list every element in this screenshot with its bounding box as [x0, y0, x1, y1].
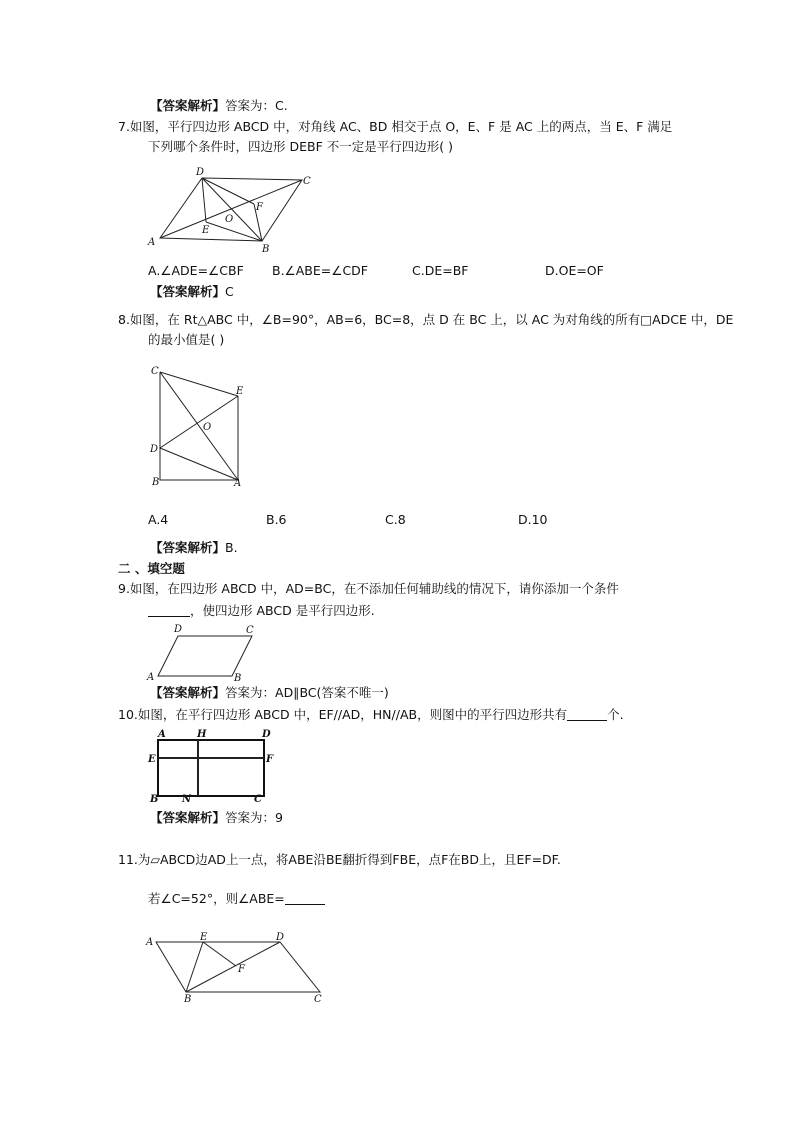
q7-segment-de — [202, 178, 206, 222]
q7-option-d: D.OE=OF — [545, 263, 604, 278]
q9-stem-line2 — [148, 603, 375, 619]
q11-label-a: A — [146, 937, 154, 948]
q8-label-a: A — [234, 478, 242, 489]
q7-answer-line — [150, 284, 234, 300]
q7-option-c: C.DE=BF — [412, 263, 469, 278]
q10-label-f: F — [266, 754, 274, 765]
q6-answer-line — [150, 98, 288, 114]
q9-figure — [146, 624, 266, 684]
q8-option-b: B.6 — [266, 512, 287, 527]
answer-tag: 【答案解析】 — [150, 540, 226, 555]
q9-answer-line — [150, 685, 389, 701]
q10-answer-blank[interactable] — [567, 708, 607, 721]
q7-label-d: D — [196, 167, 205, 178]
q11-stem-line1: 11.为▱ABCD边AD上一点，将ABE沿BE翻折得到FBE，点F在BD上，且EF=DF. — [118, 852, 561, 867]
q11-stem-line2-text: 若∠C=52°，则∠ABE= — [148, 891, 285, 906]
q11-stem-line2 — [148, 891, 325, 907]
q8-figure — [148, 364, 258, 494]
q9-stem-line2-text: ，使四边形 ABCD 是平行四边形. — [190, 603, 375, 618]
q10-label-a: A — [158, 729, 166, 740]
q10-label-h: H — [197, 729, 207, 740]
q10-figure — [148, 730, 278, 804]
q8-label-o: O — [203, 422, 212, 433]
q10-label-c: C — [254, 794, 262, 805]
q8-answer-line — [150, 540, 238, 556]
answer-tag: 【答案解析】 — [150, 685, 226, 700]
q7-segment-df — [202, 178, 254, 204]
q8-label-e: E — [236, 386, 244, 397]
q9-label-d: D — [174, 624, 183, 635]
answer-text: C — [225, 284, 234, 299]
q10-label-b: B — [150, 794, 159, 805]
q7-label-c: C — [303, 176, 311, 187]
q7-label-f: F — [256, 202, 263, 213]
q11-figure — [146, 930, 331, 1005]
q10-stem-text: 10.如图，在平行四边形 ABCD 中，EF//AD，HN//AB，则图中的平行四边形共有 — [118, 707, 568, 722]
q11-segment-ef — [203, 942, 236, 966]
answer-tag: 【答案解析】 — [150, 284, 226, 299]
q9-stem-line1: 9.如图，在四边形 ABCD 中，AD=BC，在不添加任何辅助线的情况下，请你添加一个条件 — [118, 581, 619, 596]
answer-tag: 【答案解析】 — [150, 98, 226, 113]
q9-label-c: C — [246, 625, 254, 636]
q7-option-b: B.∠ABE=∠CDF — [272, 263, 369, 278]
q8-segment-ce — [160, 372, 238, 396]
q11-label-c: C — [314, 994, 322, 1005]
q8-segment-de — [160, 396, 238, 448]
q8-stem-line1: 8.如图，在 Rt△ABC 中，∠B=90°，AB=6，BC=8，点 D 在 BC 上，以 AC 为对角线的所有□ADCE 中，DE — [118, 312, 734, 327]
q11-label-e: E — [200, 932, 208, 943]
q8-label-b: B — [152, 477, 160, 488]
q7-stem-line1: 7.如图，平行四边形 ABCD 中，对角线 AC、BD 相交于点 O，E、F 是 AC 上的两点，当 E、F 满足 — [118, 119, 673, 134]
answer-text: B. — [225, 540, 238, 555]
q10-answer-line — [150, 810, 283, 826]
q9-answer-blank[interactable] — [148, 604, 190, 617]
q10-label-d: D — [262, 729, 271, 740]
q11-label-d: D — [276, 932, 285, 943]
q8-option-d: D.10 — [518, 512, 548, 527]
q8-label-d: D — [150, 444, 159, 455]
q7-option-a: A.∠ADE=∠CBF — [148, 263, 244, 278]
q11-answer-blank[interactable] — [285, 892, 325, 905]
q7-label-o: O — [225, 214, 234, 225]
q9-label-a: A — [147, 672, 155, 683]
q7-label-a: A — [148, 237, 156, 248]
q10-label-e: E — [148, 754, 156, 765]
q9-parallelogram — [158, 636, 252, 676]
q10-label-n: N — [182, 794, 192, 805]
q8-label-c: C — [151, 366, 159, 377]
q10-rectangle — [158, 740, 264, 796]
section-title: 二 、填空题 — [118, 561, 185, 576]
q9-label-b: B — [234, 673, 242, 684]
q7-stem-line2: 下列哪个条件时，四边形 DEBF 不一定是平行四边形( ) — [148, 139, 453, 154]
answer-tag: 【答案解析】 — [150, 810, 226, 825]
q11-label-f: F — [238, 964, 245, 975]
q8-option-a: A.4 — [148, 512, 169, 527]
q8-stem-line2: 的最小值是( ) — [148, 332, 225, 347]
q8-option-c: C.8 — [385, 512, 406, 527]
answer-text: 答案为：AD∥BC(答案不唯一) — [225, 685, 389, 700]
answer-text: 答案为：9 — [225, 810, 283, 825]
q11-label-b: B — [184, 994, 192, 1005]
q7-label-e: E — [202, 225, 210, 236]
q7-figure — [146, 166, 326, 256]
q7-label-b: B — [262, 244, 270, 255]
q10-stem-suffix: 个. — [607, 707, 624, 722]
answer-text: 答案为：C. — [225, 98, 288, 113]
q7-diagonal-bd — [202, 178, 262, 241]
q10-stem — [118, 707, 624, 723]
